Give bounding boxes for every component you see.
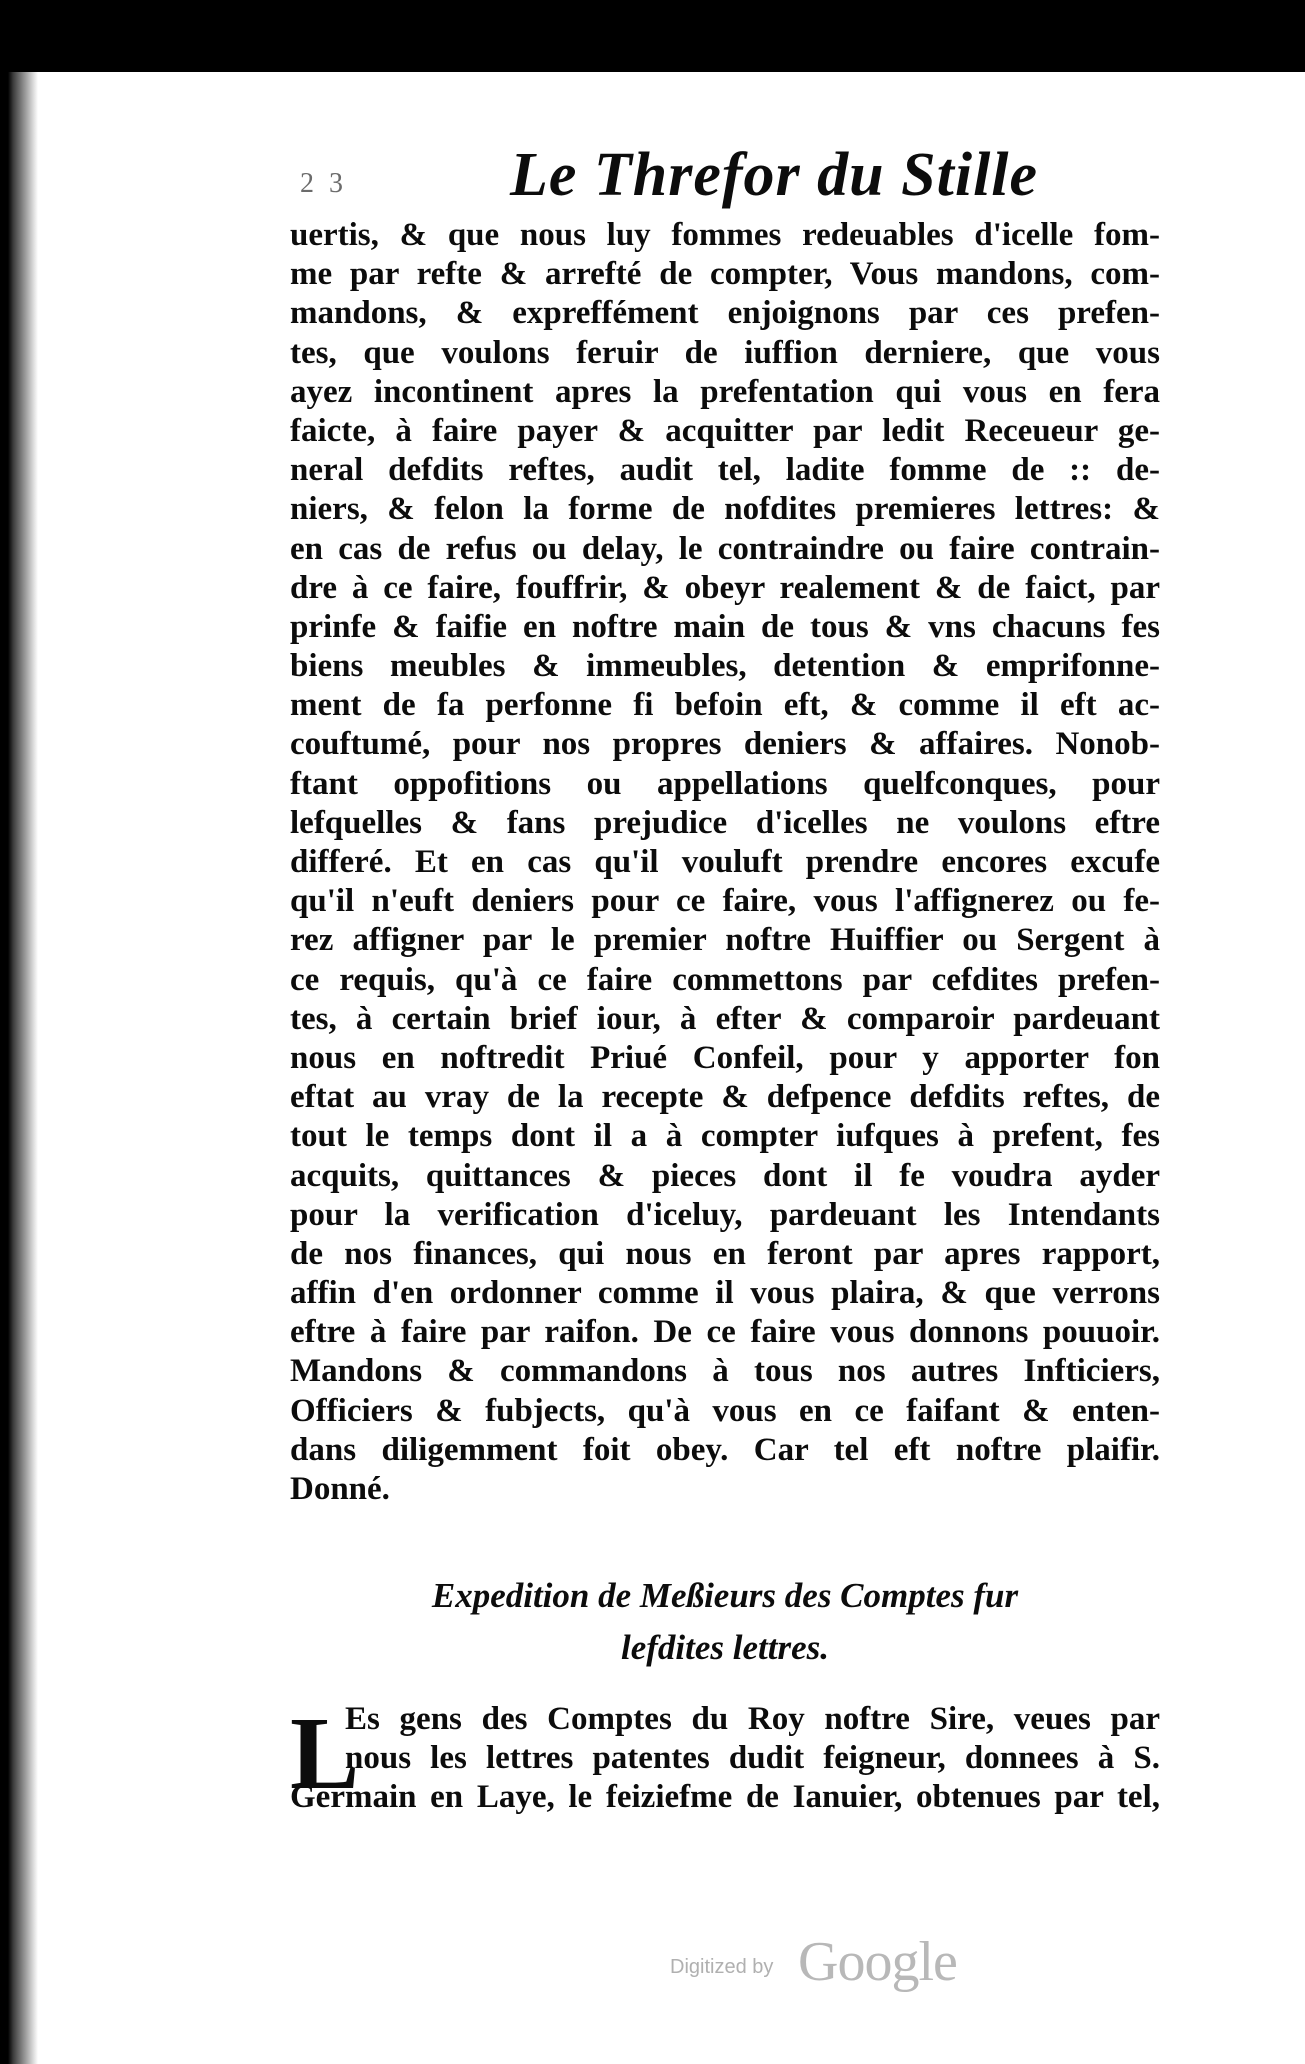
text-line: Mandons & commandons à tous nos autres Infticiers, <box>290 1353 1160 1390</box>
body-paragraph <box>290 216 1160 1509</box>
running-title: Le Threfor du Stille <box>510 141 1039 209</box>
text-line: lefquelles & fans prejudice d'icelles ne voulons eftre <box>290 804 1160 841</box>
digitized-label: Digitized by <box>670 1956 774 1978</box>
text-line: tes, que voulons feruir de iuffion derniere, que vous <box>290 334 1160 371</box>
text-line: tout le temps dont il a à compter iufques à prefent, fes <box>290 1118 1160 1155</box>
scan-left-margin <box>0 72 40 2064</box>
text-line: rez affigner par le premier noftre Huiffier ou Sergent à <box>290 922 1160 959</box>
running-head <box>300 140 1060 210</box>
text-line: nous en noftredit Priué Confeil, pour y apporter fon <box>290 1039 1160 1076</box>
text-line: eftat au vray de la recepte & defpence defdits reftes, de <box>290 1079 1160 1116</box>
text-line: neral defdits reftes, audit tel, ladite fomme de :: de- <box>290 452 1160 489</box>
text-line: mandons, & expreffément enjoignons par ces prefen- <box>290 295 1160 332</box>
text-line: Es gens des Comptes du Roy noftre Sire, veues par <box>345 1701 1160 1737</box>
text-line: couftumé, pour nos propres deniers & affaires. Nonob- <box>290 726 1160 763</box>
text-line: affin d'en ordonner comme il vous plaira, & que verrons <box>290 1275 1160 1312</box>
google-logo: Google <box>798 1931 957 1993</box>
text-line: de nos finances, qui nous en feront par apres rapport, <box>290 1235 1160 1272</box>
text-line: ce requis, qu'à ce faire commettons par cefdites prefen- <box>290 961 1160 998</box>
text-line: Germain en Laye, le feiziefme de Ianuier, obtenues par tel, <box>290 1779 1160 1816</box>
text-line: biens meubles & immeubles, detention & emprifonne- <box>290 648 1160 685</box>
text-line: differé. Et en cas qu'il vouluft prendre encores excufe <box>290 844 1160 880</box>
text-line: pour la verification d'iceluy, pardeuant les Intendants <box>290 1196 1160 1233</box>
text-line: dans diligemment foit obey. Car tel eft noftre plaifir. <box>290 1431 1160 1468</box>
page-number: 2 3 <box>300 168 347 199</box>
text-line: tes, à certain brief iour, à efter & comparoir pardeuant <box>290 1000 1160 1037</box>
text-line: acquits, quittances & pieces dont il fe voudra ayder <box>290 1157 1160 1194</box>
section-heading-line: Expedition de Meßieurs des Comptes fur <box>431 1576 1019 1615</box>
text-line: niers, & felon la forme de nofdites premieres lettres: & <box>290 491 1160 528</box>
text-line: faicte, à faire payer & acquitter par ledit Receueur ge- <box>290 412 1160 449</box>
text-line: Officiers & fubjects, qu'à vous en ce faifant & enten- <box>290 1392 1160 1429</box>
digitized-watermark <box>670 1930 1000 2000</box>
section-heading <box>290 1570 1160 1674</box>
text-line: qu'il n'euft deniers pour ce faire, vous l'affignerez ou fe- <box>290 883 1160 920</box>
text-line: eftre à faire par raifon. De ce faire vous donnons pouuoir. <box>290 1314 1160 1351</box>
text-line: ment de fa perfonne fi befoin eft, & comme il eft ac- <box>290 687 1160 724</box>
scan-top-margin <box>0 0 1305 72</box>
text-line: nous les lettres patentes dudit feigneur, donnees à S. <box>345 1740 1160 1777</box>
text-line: ftant oppofitions ou appellations quelfconques, pour <box>290 765 1160 802</box>
text-line: en cas de refus ou delay, le contraindre ou faire contrain- <box>290 530 1160 567</box>
text-line: ayez incontinent apres la prefentation qui vous en fera <box>290 373 1160 410</box>
second-paragraph <box>290 1696 1160 1818</box>
text-line: dre à ce faire, fouffrir, & obeyr realement & de faict, par <box>290 569 1160 606</box>
drop-cap: L <box>290 1696 360 1811</box>
text-line: uertis, & que nous luy fommes redeuables d'icelle fom- <box>290 217 1160 253</box>
section-heading-line: lefdites lettres. <box>620 1628 829 1667</box>
text-line: me par refte & arrefté de compter, Vous mandons, com- <box>290 256 1160 293</box>
text-line: prinfe & faifie en noftre main de tous & vns chacuns fes <box>290 608 1160 645</box>
text-line: Donné. <box>290 1471 390 1507</box>
